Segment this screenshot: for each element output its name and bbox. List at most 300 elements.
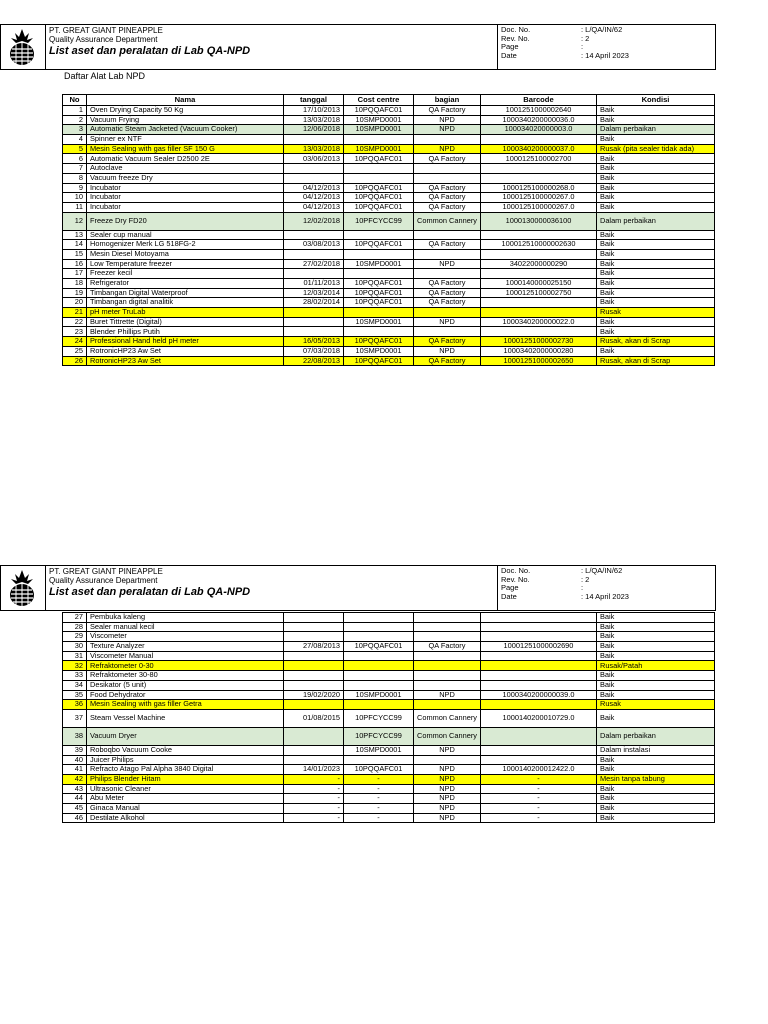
- cell-bagian: QA Factory: [414, 279, 481, 289]
- cell-barcode: [480, 651, 596, 661]
- cell-barcode: [480, 164, 596, 174]
- cell-kondisi: Baik: [596, 327, 714, 337]
- list-subtitle: Daftar Alat Lab NPD: [64, 71, 146, 81]
- cell-nama: Vacuum freeze Dry: [87, 173, 284, 183]
- cell-barcode: [480, 269, 596, 279]
- cell-barcode: [480, 135, 596, 145]
- cell-barcode: -: [480, 794, 596, 804]
- cell-no: 42: [63, 774, 87, 784]
- table-row: [63, 613, 715, 623]
- table-row: [63, 680, 715, 690]
- cell-tanggal: -: [284, 794, 344, 804]
- cell-tanggal: [284, 249, 344, 259]
- cell-no: 14: [63, 240, 87, 250]
- cell-no: 36: [63, 700, 87, 710]
- cell-kondisi: Rusak, akan di Scrap: [596, 337, 714, 347]
- col-header-bagian: bagian: [414, 95, 481, 106]
- cell-cost-centre: [344, 135, 414, 145]
- cell-bagian: QA Factory: [414, 202, 481, 212]
- cell-bagian: NPD: [414, 774, 481, 784]
- cell-cost-centre: 10PQQAFC01: [344, 298, 414, 308]
- cell-kondisi: Baik: [596, 269, 714, 279]
- cell-kondisi: Baik: [596, 298, 714, 308]
- document-meta: [501, 567, 701, 601]
- cell-no: 31: [63, 651, 87, 661]
- cell-no: 24: [63, 337, 87, 347]
- cell-bagian: QA Factory: [414, 288, 481, 298]
- inventory-table-page-1: [62, 94, 715, 366]
- cell-no: 19: [63, 288, 87, 298]
- table-row: [63, 106, 715, 116]
- col-header-barcode: Barcode: [480, 95, 596, 106]
- cell-nama: Low Temperature freezer: [87, 259, 284, 269]
- cell-cost-centre: 10SMPD0001: [344, 346, 414, 356]
- table-row: [63, 212, 715, 230]
- cell-tanggal: 13/03/2018: [284, 115, 344, 125]
- cell-tanggal: -: [284, 813, 344, 823]
- table-row: [63, 356, 715, 366]
- cell-kondisi: Baik: [596, 804, 714, 814]
- cell-cost-centre: -: [344, 813, 414, 823]
- col-header-cost-centre: Cost centre: [344, 95, 414, 106]
- cell-kondisi: Baik: [596, 642, 714, 652]
- cell-no: 35: [63, 690, 87, 700]
- cell-bagian: NPD: [414, 317, 481, 327]
- cell-nama: RotronicHP23 Aw Set: [87, 356, 284, 366]
- cell-tanggal: -: [284, 784, 344, 794]
- cell-bagian: [414, 671, 481, 681]
- cell-bagian: NPD: [414, 765, 481, 775]
- page-label: Page: [501, 583, 519, 593]
- cell-cost-centre: [344, 613, 414, 623]
- cell-bagian: [414, 308, 481, 318]
- cell-barcode: [480, 632, 596, 642]
- table-row: [63, 115, 715, 125]
- cell-nama: Refraktometer 0-30: [87, 661, 284, 671]
- cell-no: 5: [63, 144, 87, 154]
- cell-kondisi: Baik: [596, 680, 714, 690]
- table-row: [63, 661, 715, 671]
- table-row: [63, 651, 715, 661]
- cell-nama: Incubator: [87, 193, 284, 203]
- table-row: [63, 642, 715, 652]
- cell-barcode: 1000125100002700: [480, 154, 596, 164]
- cell-kondisi: Baik: [596, 259, 714, 269]
- department-name: Quality Assurance Department: [49, 35, 158, 44]
- cell-bagian: NPD: [414, 794, 481, 804]
- cell-kondisi: Baik: [596, 671, 714, 681]
- cell-barcode: 1000125100002750: [480, 288, 596, 298]
- company-name: PT. GREAT GIANT PINEAPPLE: [49, 26, 163, 35]
- cell-tanggal: [284, 671, 344, 681]
- cell-kondisi: Rusak, akan di Scrap: [596, 356, 714, 366]
- cell-no: 38: [63, 727, 87, 745]
- cell-bagian: [414, 632, 481, 642]
- cell-bagian: QA Factory: [414, 642, 481, 652]
- cell-tanggal: 12/06/2018: [284, 125, 344, 135]
- cell-bagian: QA Factory: [414, 193, 481, 203]
- cell-kondisi: Baik: [596, 183, 714, 193]
- cell-barcode: -: [480, 804, 596, 814]
- cell-bagian: NPD: [414, 784, 481, 794]
- table-row: [63, 317, 715, 327]
- cell-kondisi: Rusak/Patah: [596, 661, 714, 671]
- cell-nama: Philips Blender Hitam: [87, 774, 284, 784]
- cell-cost-centre: [344, 622, 414, 632]
- cell-cost-centre: 10PQQAFC01: [344, 337, 414, 347]
- page-label: Page: [501, 42, 519, 52]
- cell-nama: Timbangan digital analitik: [87, 298, 284, 308]
- table-header-row: [63, 95, 715, 106]
- cell-no: 18: [63, 279, 87, 289]
- cell-no: 7: [63, 164, 87, 174]
- cell-nama: Freeze Dry FD20: [87, 212, 284, 230]
- table-row: [63, 249, 715, 259]
- cell-tanggal: [284, 173, 344, 183]
- cell-no: 26: [63, 356, 87, 366]
- table-row: [63, 144, 715, 154]
- cell-cost-centre: [344, 651, 414, 661]
- cell-cost-centre: [344, 269, 414, 279]
- cell-nama: Ginaca Manual: [87, 804, 284, 814]
- table-row: [63, 135, 715, 145]
- document-title: List aset dan peralatan di Lab QA-NPD: [49, 586, 251, 598]
- table-row: [63, 288, 715, 298]
- table-row: [63, 804, 715, 814]
- cell-tanggal: -: [284, 774, 344, 784]
- cell-barcode: [480, 700, 596, 710]
- cell-cost-centre: 10PQQAFC01: [344, 279, 414, 289]
- cell-tanggal: 03/08/2013: [284, 240, 344, 250]
- pineapple-logo-icon: [3, 568, 41, 608]
- cell-nama: Pembuka kaleng: [87, 613, 284, 623]
- cell-tanggal: [284, 632, 344, 642]
- cell-tanggal: 17/10/2013: [284, 106, 344, 116]
- cell-nama: Automatic Steam Jacketed (Vacuum Cooker): [87, 125, 284, 135]
- cell-bagian: NPD: [414, 125, 481, 135]
- date-label: Date: [501, 591, 517, 601]
- table-row: [63, 308, 715, 318]
- cell-cost-centre: 10PQQAFC01: [344, 183, 414, 193]
- table-row: [63, 745, 715, 755]
- cell-cost-centre: 10PFCYCC99: [344, 709, 414, 727]
- cell-tanggal: 07/03/2018: [284, 346, 344, 356]
- cell-barcode: 34022000000290: [480, 259, 596, 269]
- cell-kondisi: Baik: [596, 813, 714, 823]
- cell-bagian: [414, 755, 481, 765]
- cell-kondisi: Baik: [596, 173, 714, 183]
- cell-no: 45: [63, 804, 87, 814]
- cell-bagian: [414, 680, 481, 690]
- cell-cost-centre: [344, 632, 414, 642]
- cell-bagian: Common Cannery: [414, 212, 481, 230]
- cell-tanggal: [284, 622, 344, 632]
- table-row: [63, 774, 715, 784]
- table-row: [63, 813, 715, 823]
- cell-kondisi: Baik: [596, 651, 714, 661]
- cell-tanggal: 04/12/2013: [284, 193, 344, 203]
- cell-nama: Viscometer: [87, 632, 284, 642]
- cell-cost-centre: [344, 249, 414, 259]
- date-label: Date: [501, 50, 517, 60]
- cell-nama: Mesin Sealing with gas filler Getra: [87, 700, 284, 710]
- cell-no: 25: [63, 346, 87, 356]
- cell-tanggal: [284, 230, 344, 240]
- cell-nama: Refraktometer 30-80: [87, 671, 284, 681]
- cell-no: 46: [63, 813, 87, 823]
- cell-bagian: QA Factory: [414, 106, 481, 116]
- cell-kondisi: Baik: [596, 346, 714, 356]
- cell-cost-centre: 10PQQAFC01: [344, 288, 414, 298]
- cell-tanggal: 12/02/2018: [284, 212, 344, 230]
- cell-no: 30: [63, 642, 87, 652]
- cell-no: 39: [63, 745, 87, 755]
- cell-tanggal: 12/03/2014: [284, 288, 344, 298]
- cell-kondisi: Rusak (pita sealer tidak ada): [596, 144, 714, 154]
- cell-no: 29: [63, 632, 87, 642]
- table-row: [63, 193, 715, 203]
- rev-no-label: Rev. No.: [501, 33, 530, 43]
- cell-tanggal: [284, 164, 344, 174]
- cell-no: 2: [63, 115, 87, 125]
- cell-cost-centre: 10PQQAFC01: [344, 106, 414, 116]
- cell-barcode: 10001251000002690: [480, 642, 596, 652]
- cell-kondisi: Baik: [596, 164, 714, 174]
- cell-bagian: [414, 622, 481, 632]
- cell-no: 3: [63, 125, 87, 135]
- cell-kondisi: Baik: [596, 784, 714, 794]
- cell-kondisi: Mesin tanpa tabung: [596, 774, 714, 784]
- cell-barcode: [480, 745, 596, 755]
- cell-nama: Oven Drying Capacity 50 Kg: [87, 106, 284, 116]
- cell-nama: Autoclave: [87, 164, 284, 174]
- cell-nama: Food Dehydrator: [87, 690, 284, 700]
- cell-nama: Sealer manual kecil: [87, 622, 284, 632]
- cell-no: 33: [63, 671, 87, 681]
- cell-kondisi: Baik: [596, 240, 714, 250]
- date-value: : 14 April 2023: [581, 50, 629, 60]
- cell-barcode: 1000140200012422.0: [480, 765, 596, 775]
- cell-no: 16: [63, 259, 87, 269]
- cell-tanggal: [284, 745, 344, 755]
- cell-kondisi: Baik: [596, 622, 714, 632]
- col-header-tanggal: tanggal: [284, 95, 344, 106]
- cell-nama: Steam Vessel Machine: [87, 709, 284, 727]
- cell-tanggal: [284, 680, 344, 690]
- cell-no: 17: [63, 269, 87, 279]
- cell-barcode: [480, 755, 596, 765]
- cell-cost-centre: -: [344, 794, 414, 804]
- cell-barcode: [480, 661, 596, 671]
- cell-cost-centre: 10SMPD0001: [344, 745, 414, 755]
- page-value: :: [581, 42, 584, 52]
- cell-bagian: NPD: [414, 346, 481, 356]
- cell-cost-centre: 10PQQAFC01: [344, 193, 414, 203]
- cell-cost-centre: 10PQQAFC01: [344, 202, 414, 212]
- cell-tanggal: -: [284, 804, 344, 814]
- cell-kondisi: Baik: [596, 613, 714, 623]
- cell-kondisi: Baik: [596, 288, 714, 298]
- cell-tanggal: [284, 308, 344, 318]
- cell-bagian: [414, 173, 481, 183]
- table-row: [63, 755, 715, 765]
- cell-kondisi: Rusak: [596, 700, 714, 710]
- cell-tanggal: 16/05/2013: [284, 337, 344, 347]
- cell-no: 41: [63, 765, 87, 775]
- cell-bagian: [414, 327, 481, 337]
- cell-no: 13: [63, 230, 87, 240]
- cell-nama: Vacuum Dryer: [87, 727, 284, 745]
- cell-tanggal: 14/01/2023: [284, 765, 344, 775]
- cell-nama: Incubator: [87, 202, 284, 212]
- cell-no: 44: [63, 794, 87, 804]
- cell-bagian: [414, 651, 481, 661]
- doc-no-label: Doc. No.: [501, 566, 531, 575]
- cell-cost-centre: 10SMPD0001: [344, 115, 414, 125]
- cell-no: 21: [63, 308, 87, 318]
- table-row: [63, 784, 715, 794]
- table-row: [63, 700, 715, 710]
- cell-cost-centre: -: [344, 784, 414, 794]
- table-row: [63, 346, 715, 356]
- cell-cost-centre: 10PQQAFC01: [344, 154, 414, 164]
- cell-no: 9: [63, 183, 87, 193]
- cell-barcode: 10003402000000280: [480, 346, 596, 356]
- cell-bagian: Common Cannery: [414, 709, 481, 727]
- cell-barcode: 10001251000002730: [480, 337, 596, 347]
- cell-no: 27: [63, 613, 87, 623]
- cell-barcode: 1000340200000036.0: [480, 115, 596, 125]
- rev-no-label: Rev. No.: [501, 574, 530, 584]
- cell-bagian: NPD: [414, 804, 481, 814]
- cell-bagian: QA Factory: [414, 337, 481, 347]
- table-row: [63, 202, 715, 212]
- cell-cost-centre: [344, 173, 414, 183]
- cell-bagian: [414, 661, 481, 671]
- table-row: [63, 259, 715, 269]
- cell-nama: Desikator (5 unit): [87, 680, 284, 690]
- table-row: [63, 765, 715, 775]
- cell-nama: Abu Meter: [87, 794, 284, 804]
- cell-cost-centre: -: [344, 774, 414, 784]
- cell-tanggal: 19/02/2020: [284, 690, 344, 700]
- cell-barcode: 1000140200010729.0: [480, 709, 596, 727]
- cell-bagian: [414, 135, 481, 145]
- cell-tanggal: [284, 317, 344, 327]
- table-row: [63, 173, 715, 183]
- cell-bagian: QA Factory: [414, 240, 481, 250]
- doc-no-value: : L/QA/IN/62: [581, 566, 623, 575]
- cell-tanggal: 27/02/2018: [284, 259, 344, 269]
- cell-tanggal: 01/11/2013: [284, 279, 344, 289]
- cell-cost-centre: 10PFCYCC99: [344, 212, 414, 230]
- cell-barcode: 1000340200000037.0: [480, 144, 596, 154]
- cell-barcode: [480, 622, 596, 632]
- cell-barcode: 1000125100000267.0: [480, 202, 596, 212]
- cell-kondisi: Baik: [596, 317, 714, 327]
- cell-bagian: [414, 613, 481, 623]
- cell-barcode: [480, 680, 596, 690]
- cell-barcode: 100012510000002630: [480, 240, 596, 250]
- cell-barcode: [480, 327, 596, 337]
- cell-no: 8: [63, 173, 87, 183]
- cell-cost-centre: 10SMPD0001: [344, 317, 414, 327]
- cell-nama: Destilate Alkohol: [87, 813, 284, 823]
- cell-cost-centre: 10PQQAFC01: [344, 240, 414, 250]
- cell-kondisi: Dalam perbaikan: [596, 212, 714, 230]
- cell-kondisi: Baik: [596, 135, 714, 145]
- cell-kondisi: Baik: [596, 632, 714, 642]
- cell-bagian: NPD: [414, 813, 481, 823]
- cell-tanggal: [284, 327, 344, 337]
- table-row: [63, 154, 715, 164]
- cell-barcode: -: [480, 774, 596, 784]
- cell-barcode: 10001251000002650: [480, 356, 596, 366]
- cell-bagian: NPD: [414, 745, 481, 755]
- table-row: [63, 183, 715, 193]
- cell-cost-centre: 10SMPD0001: [344, 125, 414, 135]
- cell-no: 43: [63, 784, 87, 794]
- cell-barcode: 1000140000025150: [480, 279, 596, 289]
- cell-cost-centre: [344, 327, 414, 337]
- cell-cost-centre: [344, 661, 414, 671]
- cell-tanggal: 27/08/2013: [284, 642, 344, 652]
- table-row: [63, 794, 715, 804]
- table-row: [63, 690, 715, 700]
- cell-nama: Spinner ex NTF: [87, 135, 284, 145]
- cell-nama: Vacuum Frying: [87, 115, 284, 125]
- cell-nama: Texture Analyzer: [87, 642, 284, 652]
- cell-barcode: [480, 298, 596, 308]
- cell-kondisi: Baik: [596, 202, 714, 212]
- cell-nama: Freezer kecil: [87, 269, 284, 279]
- cell-kondisi: Dalam perbaikan: [596, 125, 714, 135]
- cell-kondisi: Baik: [596, 690, 714, 700]
- inventory-table-page-2: [62, 612, 715, 823]
- cell-barcode: 1001251000002640: [480, 106, 596, 116]
- cell-kondisi: Baik: [596, 279, 714, 289]
- cell-nama: Ultrasonic Cleaner: [87, 784, 284, 794]
- cell-barcode: 1000340200000039.0: [480, 690, 596, 700]
- cell-bagian: [414, 700, 481, 710]
- cell-cost-centre: 10SMPD0001: [344, 690, 414, 700]
- cell-nama: Viscometer Manual: [87, 651, 284, 661]
- cell-tanggal: 03/06/2013: [284, 154, 344, 164]
- cell-cost-centre: 10SMPD0001: [344, 144, 414, 154]
- cell-no: 40: [63, 755, 87, 765]
- cell-barcode: -: [480, 784, 596, 794]
- cell-bagian: NPD: [414, 690, 481, 700]
- cell-cost-centre: 10PQQAFC01: [344, 765, 414, 775]
- cell-no: 10: [63, 193, 87, 203]
- cell-cost-centre: 10PFCYCC99: [344, 727, 414, 745]
- cell-no: 28: [63, 622, 87, 632]
- cell-tanggal: [284, 727, 344, 745]
- table-row: [63, 279, 715, 289]
- cell-bagian: QA Factory: [414, 356, 481, 366]
- document-header-1: [0, 24, 716, 70]
- cell-tanggal: 04/12/2013: [284, 183, 344, 193]
- cell-cost-centre: [344, 308, 414, 318]
- cell-barcode: [480, 173, 596, 183]
- cell-tanggal: 28/02/2014: [284, 298, 344, 308]
- table-row: [63, 230, 715, 240]
- cell-kondisi: Baik: [596, 794, 714, 804]
- doc-no-label: Doc. No.: [501, 25, 531, 34]
- col-header-kondisi: Kondisi: [596, 95, 714, 106]
- cell-tanggal: 04/12/2013: [284, 202, 344, 212]
- cell-no: 1: [63, 106, 87, 116]
